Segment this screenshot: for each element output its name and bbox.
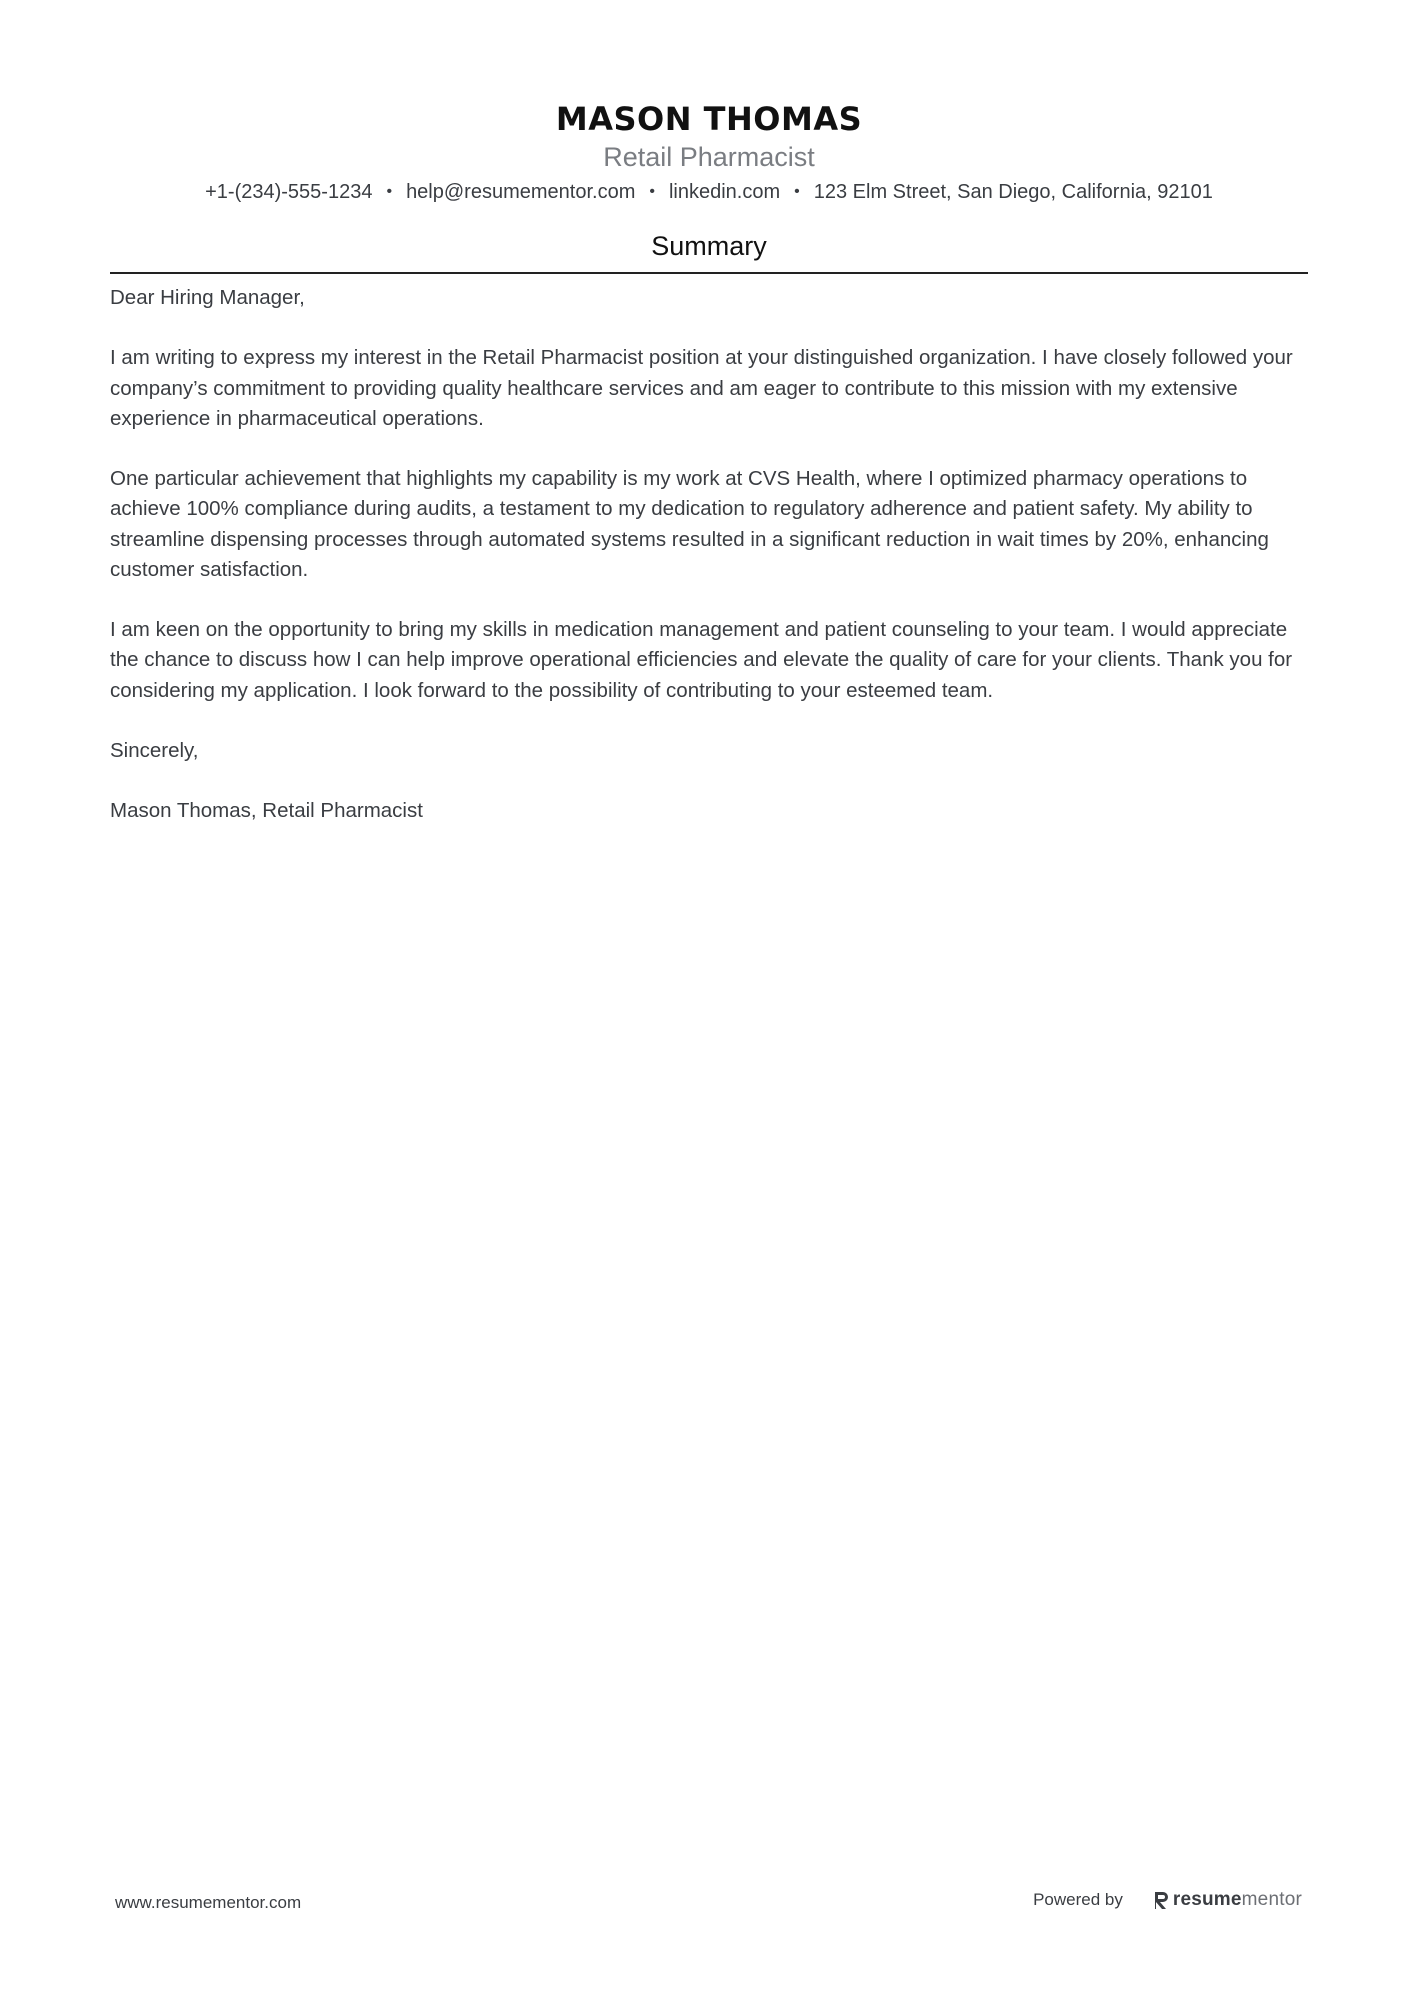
powered-by-label: Powered by xyxy=(1033,1890,1123,1909)
candidate-name: MASON THOMAS xyxy=(555,100,863,138)
contact-phone: +1-(234)-555-1234 xyxy=(205,181,373,203)
letter-greeting: Dear Hiring Manager, xyxy=(110,286,305,309)
section-title: Summary xyxy=(651,231,767,261)
brand-wordmark-light: mentor xyxy=(1241,1889,1302,1910)
resumementor-logo-icon xyxy=(1153,1890,1169,1910)
contact-address: 123 Elm Street, San Diego, California, 92101 xyxy=(813,181,1213,203)
letter-paragraph: I am keen on the opportunity to bring my skills in medication management and patient counseling to your team. I would appreciate the chance to discuss how I can help improve operational efficiencies and elevate the quality of care for your clients. Thank you for considering my application. I look forward to the possibility of contributing to your esteemed team. xyxy=(110,618,1293,702)
brand-wordmark xyxy=(1173,1889,1302,1911)
summary-section-header xyxy=(110,227,1308,274)
contact-linkedin[interactable]: linkedin.com xyxy=(668,181,781,203)
candidate-title: Retail Pharmacist xyxy=(603,142,815,172)
section-divider xyxy=(110,272,1308,274)
brand-logo[interactable] xyxy=(1153,1889,1302,1911)
footer-website[interactable]: www.resumementor.com xyxy=(115,1893,302,1912)
contact-separator: • xyxy=(649,183,655,200)
letter-paragraph: One particular achievement that highlights my capability is my work at CVS Health, where I optimized pharmacy operations to achieve 100% compliance during audits, a testament to my dedication to regulatory adherence and patient safety. My ability to streamline dispensing processes through automated systems resulted in a significant reduction in wait times by 20%, enhancing customer satisfaction. xyxy=(110,467,1269,581)
letter-signature: Mason Thomas, Retail Pharmacist xyxy=(110,799,423,823)
letter-body xyxy=(110,283,1310,857)
contact-separator: • xyxy=(794,183,800,200)
contact-email[interactable]: help@resumementor.com xyxy=(406,181,636,203)
resume-header xyxy=(110,98,1308,206)
letter-closing: Sincerely, xyxy=(110,738,199,762)
contact-line xyxy=(110,178,1308,206)
brand-wordmark-bold: resume xyxy=(1172,1889,1242,1910)
footer-branding xyxy=(1033,1889,1302,1911)
letter-paragraph: I am writing to express my interest in the Retail Pharmacist position at your distinguished organization. I have closely followed your company’s commitment to providing quality healthcare services and am eager to contribute to this mission with my extensive experience in pharmaceutical operations. xyxy=(110,346,1293,430)
contact-separator: • xyxy=(386,183,393,200)
